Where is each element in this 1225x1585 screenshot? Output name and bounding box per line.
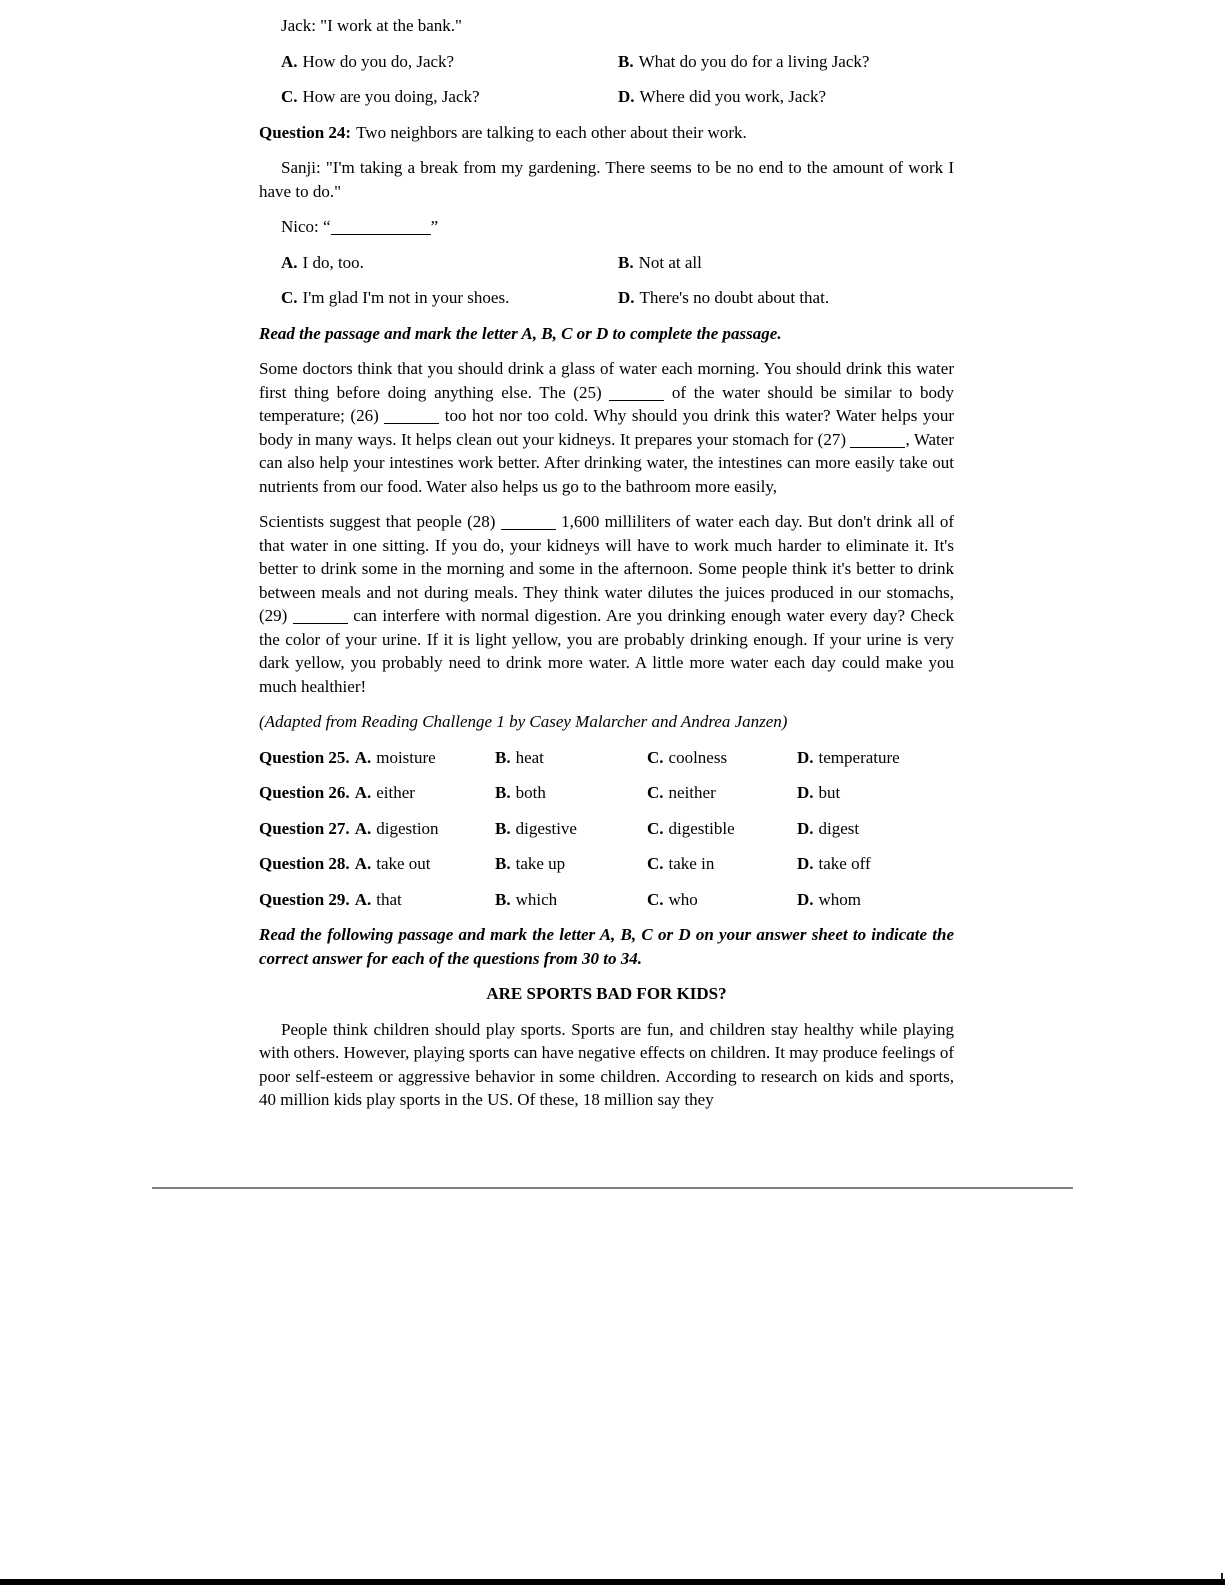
option-b <box>618 251 954 275</box>
option-letter-c: C. <box>647 889 664 909</box>
option-letter-a: A. <box>354 818 372 838</box>
option-text: digest <box>818 818 860 838</box>
option-a <box>281 50 618 74</box>
question-28-label: Question 28. <box>259 854 350 873</box>
question-27-row <box>259 817 954 841</box>
question-27-option-a <box>259 817 495 841</box>
question-26-option-c <box>647 781 797 805</box>
passage-source: (Adapted from Reading Challenge 1 by Casey Malarcher and Andrea Janzen) <box>259 712 788 731</box>
option-text: who <box>668 889 698 909</box>
blank-line <box>384 413 439 424</box>
option-letter-a: A. <box>281 252 298 272</box>
passage-text: , Water can also help your intestines work better. After drinking water, the intestines can more easily take out nutrients from our food. Water also helps us go to the bathroom more easily, <box>259 429 954 496</box>
option-letter-b: B. <box>495 747 511 767</box>
question-28-option-c <box>647 852 797 876</box>
page-break-divider <box>152 1187 1073 1189</box>
question-25-option-d <box>797 746 954 770</box>
passage-text: can interfere with normal digestion. Are you drinking enough water every day? Check the color of your urine. If it is light yellow, you are probably drinking enough. If your urine is very dark yellow, you probably need to drink more water. A little more water each day could make you much healthier! <box>259 606 954 696</box>
option-text: temperature <box>818 747 900 767</box>
question-27-option-c <box>647 817 797 841</box>
passage-text: 1,600 milliliters of water each day. But don't drink all of that water in one sitting. If you do, your kidneys will have to work much harder to eliminate it. It's better to drink some in the morning and some in the afternoon. Some people think it's better to drink between meals and not during meals. They think water dilutes the juices produced in our stomachs, (29) <box>259 512 954 625</box>
reading-paragraph: People think children should play sports. Sports are fun, and children stay healthy while playing with others. However, playing sports can have negative effects on children. It may produce feelings of poor self-esteem or aggressive behavior in some children. According to research on kids and sports, 40 million kids play sports in the US. Of these, 18 million say they <box>259 1019 954 1109</box>
option-letter-c: C. <box>647 747 664 767</box>
passage-text: Scientists suggest that people (28) <box>259 512 501 531</box>
option-a <box>281 251 618 275</box>
option-text: How are you doing, Jack? <box>302 87 480 106</box>
option-letter-d: D. <box>797 747 814 767</box>
option-text: moisture <box>376 747 436 767</box>
question-26-label: Question 26. <box>259 783 350 802</box>
option-text: both <box>515 783 546 802</box>
question-25-option-c <box>647 746 797 770</box>
option-letter-d: D. <box>797 818 814 838</box>
option-letter-a: A. <box>354 854 372 873</box>
option-letter-b: B. <box>495 889 511 909</box>
option-c <box>281 85 618 109</box>
option-text: coolness <box>668 747 728 767</box>
option-text: either <box>376 783 415 802</box>
question-29-row <box>259 888 954 912</box>
passage-text: of the water should be similar to body temperature; (26) <box>259 382 954 425</box>
option-d <box>618 286 954 310</box>
option-c <box>281 286 618 310</box>
question-25-label: Question 25. <box>259 747 350 767</box>
option-text: take off <box>818 854 871 873</box>
question-27-option-d <box>797 817 954 841</box>
option-text: digestion <box>376 818 439 838</box>
option-text: which <box>515 889 558 909</box>
option-letter-b: B. <box>495 783 511 802</box>
option-text: digestible <box>668 818 735 838</box>
option-b <box>618 50 954 74</box>
option-text: take out <box>376 854 431 873</box>
question-29-option-c <box>647 888 797 912</box>
option-letter-a: A. <box>354 783 372 802</box>
cloze-paragraph-1 <box>259 357 954 498</box>
jack-options-row-2 <box>259 85 954 109</box>
question-28-option-d <box>797 852 954 876</box>
question-28-row <box>259 852 954 876</box>
option-letter-d: D. <box>797 854 814 873</box>
option-letter-a: A. <box>354 747 372 767</box>
option-letter-c: C. <box>647 854 664 873</box>
q24-options-row-1 <box>259 251 954 275</box>
question-24-text: Two neighbors are talking to each other about their work. <box>356 122 747 142</box>
option-letter-c: C. <box>647 818 664 838</box>
option-text: Not at all <box>638 252 702 272</box>
option-letter-a: A. <box>354 889 372 909</box>
question-25-option-b <box>495 746 647 770</box>
question-25-option-a <box>259 746 495 770</box>
passage-text: too hot nor too cold. Why should you drink this water? Water helps your body in many ways. It helps clean out your kidneys. It prepares your stomach for (27) <box>259 406 954 449</box>
option-text: There's no doubt about that. <box>639 288 830 307</box>
bottom-edge-bar <box>0 1579 1225 1585</box>
blank-line <box>609 390 664 401</box>
option-text: I do, too. <box>302 252 364 272</box>
question-27-label: Question 27. <box>259 818 350 838</box>
cloze-paragraph-2 <box>259 510 954 698</box>
option-text: take in <box>668 854 715 873</box>
question-29-label: Question 29. <box>259 889 350 909</box>
jack-options-row-1 <box>259 50 954 74</box>
option-text: Where did you work, Jack? <box>639 87 826 106</box>
reading-passage-title: ARE SPORTS BAD FOR KIDS? <box>486 984 727 1003</box>
document-content <box>259 2 954 1124</box>
option-text: but <box>818 783 841 802</box>
option-letter-d: D. <box>618 288 635 307</box>
option-letter-c: C. <box>281 87 298 106</box>
question-25-row <box>259 746 954 770</box>
question-28-option-b <box>495 852 647 876</box>
blank-line <box>331 224 431 235</box>
option-text: digestive <box>515 818 577 838</box>
option-letter-a: A. <box>281 51 298 71</box>
nico-quote-line <box>259 215 954 239</box>
nico-suffix: ” <box>430 217 439 236</box>
blank-line <box>850 437 905 448</box>
question-26-option-d <box>797 781 954 805</box>
cloze-directions: Read the passage and mark the letter A, B, C or D to complete the passage. <box>259 323 782 343</box>
jack-quote-line: Jack: "I work at the bank." <box>281 16 462 35</box>
reading-directions: Read the following passage and mark the letter A, B, C or D on your answer sheet to indicate the correct answer for each of the questions from 30 to 34. <box>259 925 954 968</box>
option-text: heat <box>515 747 544 767</box>
blank-line <box>501 519 556 530</box>
option-text: I'm glad I'm not in your shoes. <box>302 288 510 307</box>
option-letter-d: D. <box>797 783 814 802</box>
question-26-option-a <box>259 781 495 805</box>
blank-line <box>293 613 348 624</box>
option-letter-c: C. <box>647 783 664 802</box>
question-26-option-b <box>495 781 647 805</box>
nico-prefix: Nico: “ <box>281 217 331 236</box>
option-text: take up <box>515 854 566 873</box>
q24-options-row-2 <box>259 286 954 310</box>
option-letter-d: D. <box>797 889 814 909</box>
passage-text: Some doctors think that you should drink a glass of water each morning. You should drink this water first thing before doing anything else. The (25) <box>259 359 954 402</box>
option-letter-b: B. <box>618 252 634 272</box>
question-24-stem <box>259 121 954 145</box>
option-text: What do you do for a living Jack? <box>638 51 870 71</box>
question-26-row <box>259 781 954 805</box>
question-29-option-b <box>495 888 647 912</box>
option-letter-b: B. <box>618 51 634 71</box>
option-letter-c: C. <box>281 288 298 307</box>
sanji-quote-line: Sanji: "I'm taking a break from my gardening. There seems to be no end to the amount of work I have to do." <box>259 158 954 201</box>
question-29-option-a <box>259 888 495 912</box>
option-text: How do you do, Jack? <box>302 51 455 71</box>
option-letter-b: B. <box>495 854 511 873</box>
option-text: whom <box>818 889 862 909</box>
question-24-label: Question 24: <box>259 122 352 142</box>
option-letter-d: D. <box>618 87 635 106</box>
option-text: neither <box>668 783 716 802</box>
question-28-option-a <box>259 852 495 876</box>
option-letter-b: B. <box>495 818 511 838</box>
question-27-option-b <box>495 817 647 841</box>
option-text: that <box>376 889 402 909</box>
question-29-option-d <box>797 888 954 912</box>
option-d <box>618 85 954 109</box>
